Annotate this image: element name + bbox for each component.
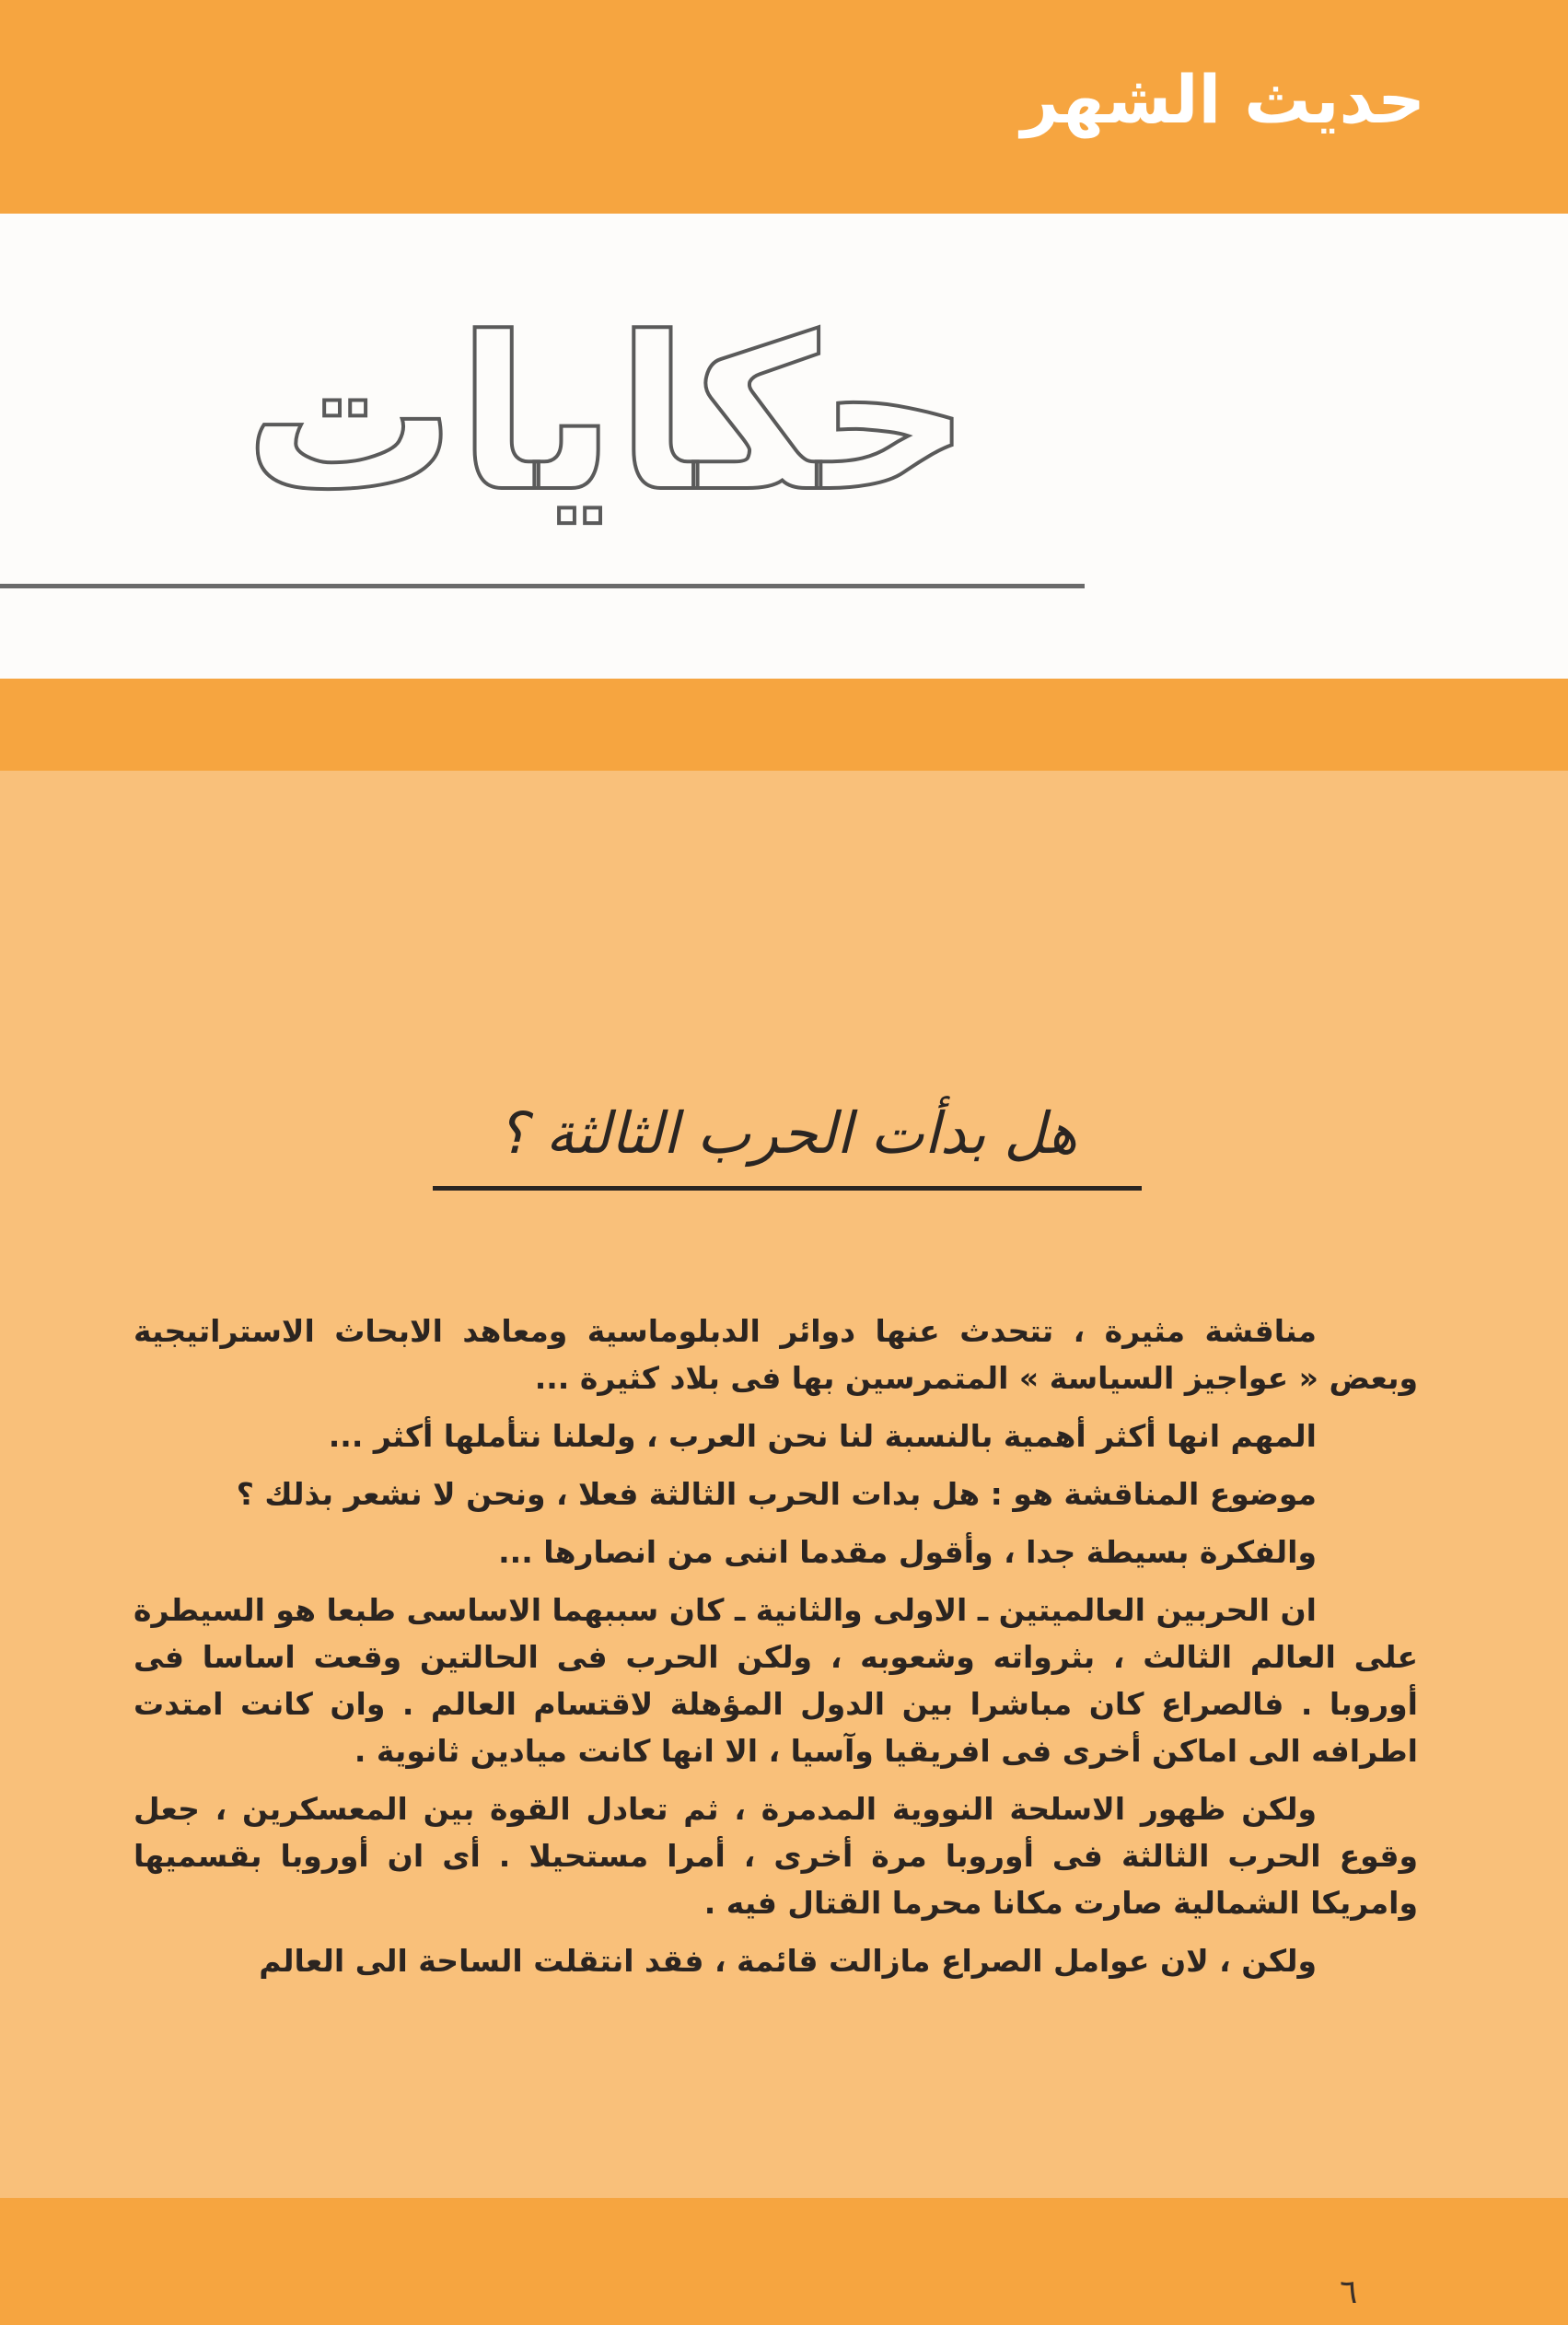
bottom-orange-band [0, 2198, 1568, 2325]
middle-orange-band [0, 679, 1568, 771]
masthead-underline [0, 584, 1085, 588]
article-title: هل بدأت الحرب الثالثة ؟ [496, 1099, 1078, 1167]
masthead-logo-text: حكايات [244, 295, 971, 539]
article-paragraph-1: مناقشة مثيرة ، تتحدث عنها دوائر الدبلوماسية ومعاهد الابحاث الاستراتيجية وبعض « عواجيز السياسة » المتمرسين بها فى بلاد كثيرة ... [134, 1313, 1418, 1396]
article-paragraph-2: المهم انها أكثر أهمية بالنسبة لنا نحن العرب ، ولعلنا نتأملها أكثر ... [328, 1418, 1317, 1454]
section-label: حديث الشهر [1020, 61, 1425, 138]
article-title-underline [433, 1186, 1142, 1191]
article-body [134, 1308, 1418, 1995]
article-paragraph-7: ولكن ، لان عوامل الصراع مازالت قائمة ، فقد انتقلت الساحة الى العالم [259, 1943, 1317, 1979]
page-number: ٦ [1340, 2273, 1358, 2311]
article-paragraph-5: ان الحربين العالميتين ـ الاولى والثانية ـ كان سببهما الاساسى طبعا هو السيطرة على العالم الثالث ، بثرواته وشعوبه ، ولكن الحرب فى الحالتين وقعت اساسا فى أوروبا . فالصراع كان مباشرا بين الدول المؤهلة لاقتسام العالم . وان كانت امتدت اطرافه الى اماكن أخرى فى افريقيا وآسيا ، الا انها كانت ميادين ثانوية . [133, 1592, 1418, 1769]
article-paragraph-3: موضوع المناقشة هو : هل بدات الحرب الثالثة فعلا ، ونحن لا نشعر بذلك ؟ [236, 1476, 1317, 1512]
article-paragraph-6: ولكن ظهور الاسلحة النووية المدمرة ، ثم تعادل القوة بين المعسكرين ، جعل وقوع الحرب الثالثة فى أوروبا مرة أخرى ، أمرا مستحيلا . أى ان أوروبا بقسميها وامريكا الشمالية صارت مكانا محرما القتال فيه . [134, 1791, 1418, 1921]
masthead-logo [124, 295, 1091, 571]
article-paragraph-4: والفكرة بسيطة جدا ، وأقول مقدما اننى من انصارها ... [498, 1534, 1317, 1570]
